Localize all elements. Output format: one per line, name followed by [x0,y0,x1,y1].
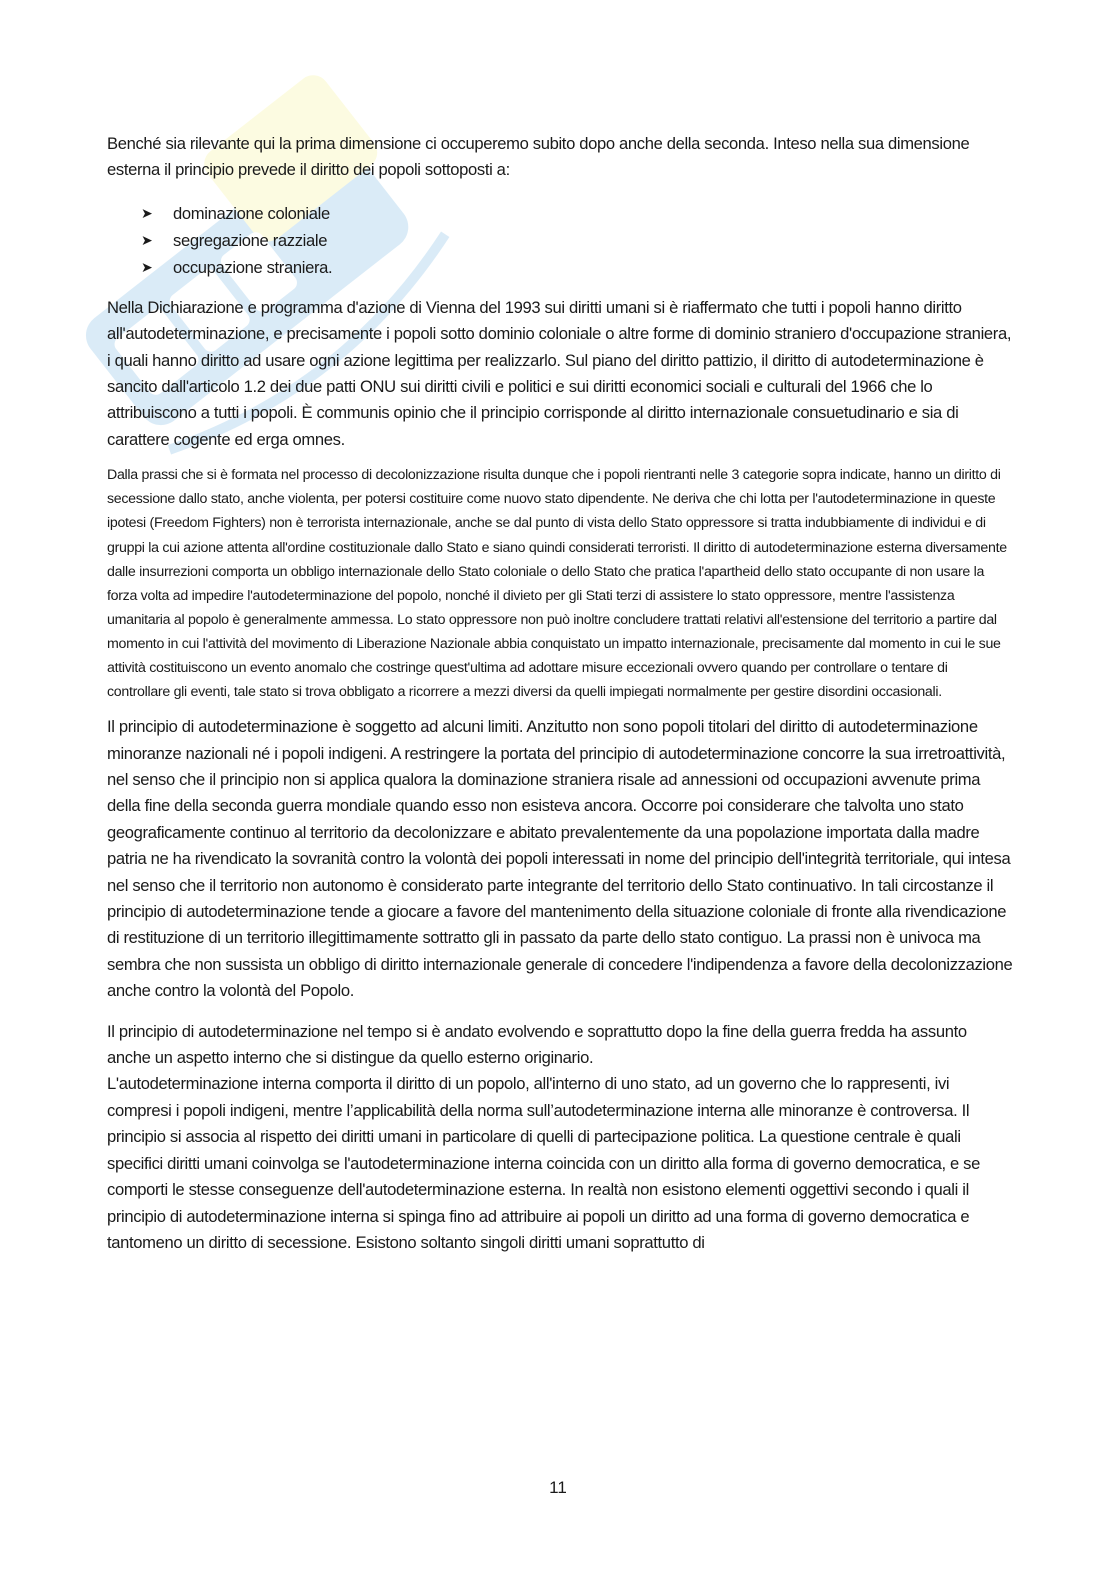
document-page [107,131,1013,1256]
paragraph-evoluzione-2: L'autodeterminazione interna comporta il diritto di un popolo, all'interno di uno stato, ad un governo che lo rappresenti, ivi compresi i popoli indigeni, mentre l’applicabilità della norma sull’autodeterminazione interna alle minoranze è controversa. Il principio si associa al rispetto dei diritti umani in particolare di quelli di partecipazione politica. La questione centrale è quali specifici diritti umani coinvolga se l'autodeterminazione interna coincida con un diritto alla forma di governo democratica, e se comporti le stesse conseguenze dell'autodeterminazione esterna. In realtà non esistono elementi oggettivi secondo i quali il principio di autodeterminazione interna si spinga fino ad attribuire ai popoli un diritto ad una forma di governo democratica e tantomeno un diritto di secessione. Esistono soltanto singoli diritti umani soprattutto di [107,1074,981,1252]
bullet-list [141,200,1013,281]
list-item-text: occupazione straniera. [173,257,333,277]
list-item [141,227,1013,254]
page-number: 11 [549,1478,567,1497]
arrowhead-bullet-icon: ➤ [141,204,153,221]
arrowhead-bullet-icon: ➤ [141,258,153,275]
paragraph-prassi: Dalla prassi che si è formata nel processo di decolonizzazione risulta dunque che i popoli rientranti nelle 3 categorie sopra indicate, hanno un diritto di secessione dallo stato, anche violenta, per potersi costituire come nuovo stato dipendente. Ne deriva che chi lotta per l'autodeterminazione in queste ipotesi (Freedom Fighters) non è terrorista internazionale, anche se dal punto di vista dello Stato oppressore si tratta indubbiamente di individui e di gruppi la cui azione attenta all'ordine costituzionale dallo Stato e siano quindi considerati terroristi. Il diritto di autodeterminazione esterna diversamente dalle insurrezioni comporta un obbligo internazionale dello Stato coloniale o dello Stato che pratica l'apartheid dello stato occupante di non usare la forza volta ad impedire l'autodeterminazione del popolo, nonché il divieto per gli Stati terzi di assistere lo stato oppressore, mentre l'assistenza umanitaria al popolo è generalmente ammessa. Lo stato oppressore non può inoltre concludere trattati relativi all'estensione del territorio a partire dal momento in cui l'attività del movimento di Liberazione Nazionale abbia conquistato un impatto internazionale, precisamente dal momento in cui le sue attività costituiscono un evento anomalo che costringe quest'ultima ad adottare misure eccezionali ovvero quando per controllare o tentare di controllare gli eventi, tale stato si trova obbligato a ricorrere a mezzi diversi da quelli impiegati normalmente per gestire disordini occasionali. [107,467,1007,701]
list-item-text: dominazione coloniale [173,203,330,223]
list-item-text: segregazione razziale [173,230,328,250]
intro-paragraph: Benché sia rilevante qui la prima dimensione ci occuperemo subito dopo anche della seconda. Inteso nella sua dimensione esterna il principio prevede il diritto dei popoli sottoposti a: [107,134,970,180]
paragraph-vienna: Nella Dichiarazione e programma d'azione di Vienna del 1993 sui diritti umani si è riaffermato che tutti i popoli hanno diritto all'autodeterminazione, e precisamente i popoli sotto dominio coloniale o altre forme di dominio straniero d'occupazione straniera, i quali hanno diritto ad usare ogni azione legittima per realizzarlo. Sul piano del diritto pattizio, il diritto di autodeterminazione è sancito dall'articolo 1.2 dei due patti ONU sui diritti civili e politici e sui diritti economici sociali e culturali del 1966 che lo attribuiscono a tutti i popoli. È communis opinio che il principio corrisponde al diritto internazionale consuetudinario e sia di carattere cogente ed erga omnes. [107,297,1012,449]
arrowhead-bullet-icon: ➤ [141,231,153,248]
list-item [141,200,1013,227]
paragraph-limiti: Il principio di autodeterminazione è soggetto ad alcuni limiti. Anzitutto non sono popoli titolari del diritto di autodeterminazione minoranze nazionali né i popoli indigeni. A restringere la portata del principio di autodeterminazione concorre la sua irretroattività, nel senso che il principio non si applica qualora la dominazione straniera risale ad annessioni od occupazioni avvenute prima della fine della seconda guerra mondiale quando esso non esisteva ancora. Occorre poi considerare che talvolta uno stato geograficamente continuo al territorio da decolonizzare e abitato prevalentemente da una popolazione importata dalla madre patria ne ha rivendicato la sovranità contro la volontà dei popoli interessati in nome del principio dell'integrità territoriale, qui intesa nel senso che il territorio non autonomo è considerato parte integrante del territorio dello Stato continuativo. In tali circostanze il principio di autodeterminazione tende a giocare a favore del mantenimento della situazione coloniale di fronte alla rivendicazione di restituzione di un territorio illegittimamente sottratto gli in passato da parte dello stato contiguo. La prassi non è univoca ma sembra che non sussista un obbligo di diritto internazionale generale di concedere l'indipendenza a favore della decolonizzazione anche contro la volontà del Popolo. [107,717,1013,1001]
list-item [141,254,1013,281]
paragraph-evoluzione-1: Il principio di autodeterminazione nel tempo si è andato evolvendo e soprattutto dopo la fine della guerra fredda ha assunto anche un aspetto interno che si distingue da quello esterno originario. [107,1021,967,1068]
